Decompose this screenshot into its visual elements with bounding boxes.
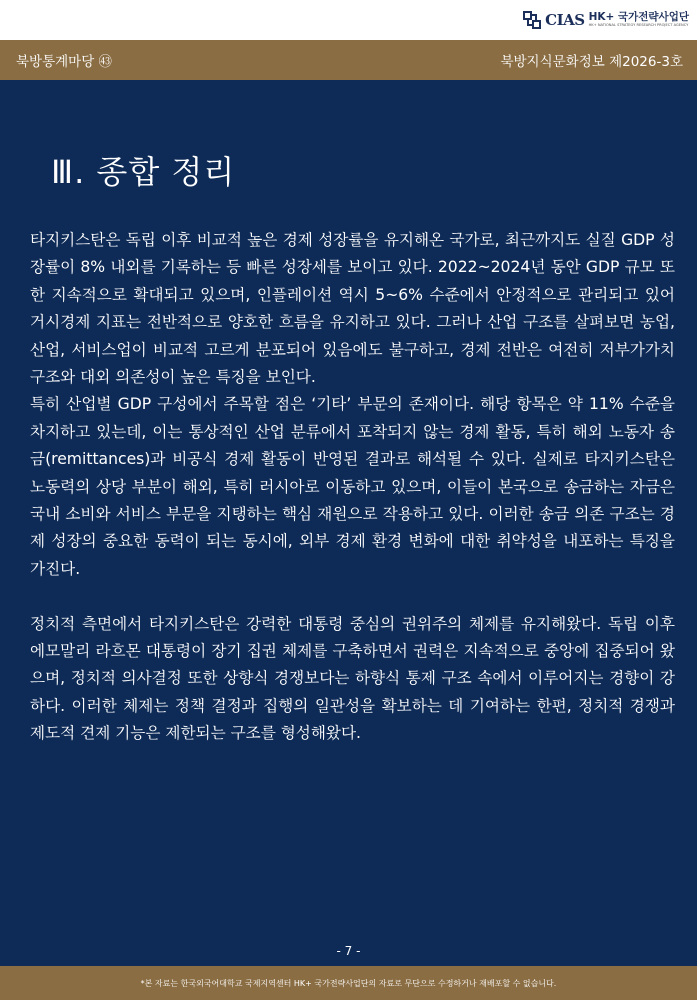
footer-bar — [0, 966, 697, 1000]
copyright-notice: *본 자료는 한국외국어대학교 국제지역센터 HK+ 국가전략사업단의 자료로 무단으로 수정하거나 재배포할 수 없습니다. — [140, 978, 557, 988]
paragraph-politics: 정치적 측면에서 타지키스탄은 강력한 대통령 중심의 권위주의 체제를 유지해왔다. 독립 이후 에모말리 라흐몬 대통령이 장기 집권 체제를 구축하면서 권력은 지속적으로 중앙에 집중되어 왔으며, 정치적 의사결정 또한 상향식 경쟁보다는 하향식 통제 구조 속에서 이루어지는 경향이 강하다. 이러한 체제는 정책 결정과 집행의 일관성을 확보하는 데 기여하는 한편, 정치적 경쟁과 제도적 견제 기능은 제한되는 구조를 형성해왔다. — [30, 614, 675, 743]
series-label: 북방통계마당 ㊸ — [16, 54, 113, 70]
cias-logo — [522, 6, 689, 34]
paragraph-gap — [30, 583, 675, 610]
paragraph-remittances: 특히 산업별 GDP 구성에서 주목할 점은 ‘기타’ 부문의 존재이다. 해당 항목은 약 11% 수준을 차지하고 있는데, 이는 통상적인 산업 분류에서 포착되지 않는 경제 활동, 특히 해외 노동자 송금(remittances)과 비공식 경제 활동이 반영된 결과로 해석될 수 있다. 실제로 타지키스탄은 노동력의 상당 부분이 해외, 특히 러시아로 이동하고 있으며, 이들이 본국으로 송금하는 자금은 국내 소비와 서비스 부문을 지탱하는 핵심 재원으로 작용하고 있다. 이러한 송금 의존 구조는 경제 성장의 중요한 동력이 되는 동시에, 외부 경제 환경 변화에 대한 취약성을 내포하는 특징을 가진다. — [30, 395, 675, 578]
logo-strip — [0, 0, 697, 40]
publication-label: 북방지식문화정보 제2026-3호 — [500, 54, 683, 70]
body-text — [30, 227, 675, 748]
logo-wordmark: CIAS — [545, 11, 585, 29]
page-number: - 7 - — [336, 944, 361, 958]
section-title: Ⅲ. 종합 정리 — [51, 153, 236, 191]
paragraph-economy: 타지키스탄은 독립 이후 비교적 높은 경제 성장률을 유지해온 국가로, 최근까지도 실질 GDP 성장률이 8% 내외를 기록하는 등 빠른 성장세를 보이고 있다. 2022~2024년 동안 GDP 규모 또한 지속적으로 확대되고 있으며, 인플레이션 역시 5~6% 수준에서 안정적으로 관리되고 있어 거시경제 지표는 전반적으로 양호한 흐름을 유지하고 있다. 그러나 산업 구조를 살펴보면 농업, 산업, 서비스업이 비교적 고르게 분포되어 있음에도 불구하고, 경제 전반은 여전히 저부가가치 구조와 대외 의존성이 높은 특징을 보인다. — [30, 231, 675, 387]
content-panel — [0, 80, 697, 966]
program-subtitle: HK+ NATIONAL STRATEGY RESEARCH PROJECT AGENCY — [588, 23, 689, 28]
header-bar — [0, 40, 697, 80]
cias-knot-logo-icon — [522, 10, 542, 30]
program-name: HK+ 국가전략사업단 — [588, 10, 689, 23]
